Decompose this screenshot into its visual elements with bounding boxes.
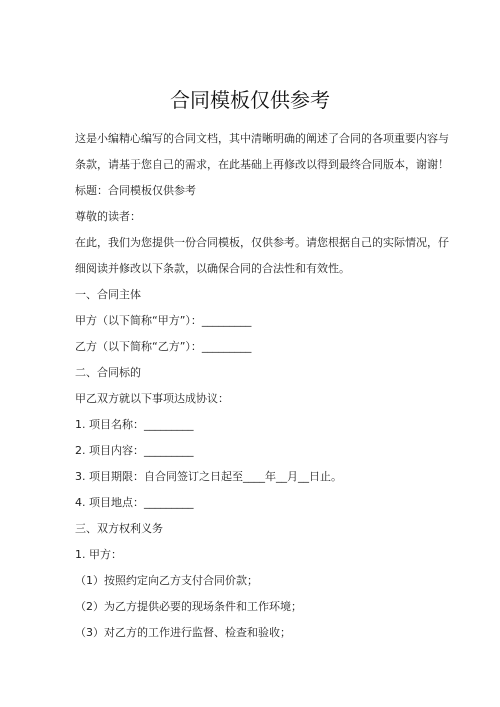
- project-content-line: 2. 项目内容：_________: [75, 444, 194, 457]
- duty-item-1: （1）按照约定向乙方支付合同价款；: [75, 574, 258, 587]
- duty-item-2: （2）为乙方提供必要的现场条件和工作环境；: [75, 600, 302, 613]
- preface-line-2: 细阅读并修改以下条款，以确保合同的合法性和有效性。: [75, 262, 350, 275]
- party-a-duties-heading: 1. 甲方：: [75, 548, 122, 561]
- section-heading-3: 三、双方权利义务: [75, 522, 163, 535]
- section-heading-1: 一、合同主体: [75, 288, 141, 301]
- party-b-line: 乙方（以下简称“乙方”）：_________: [75, 340, 252, 353]
- intro-line-2: 条款，请基于您自己的需求，在此基础上再修改以得到最终合同版本，谢谢！: [75, 158, 449, 171]
- agreement-line: 甲乙双方就以下事项达成协议：: [75, 392, 229, 405]
- preface-line-1: 在此，我们为您提供一份合同模板，仅供参考。请您根据自己的实际情况，仔: [75, 236, 449, 249]
- project-term-line: 3. 项目期限：自合同签订之日起至____年__月__日止。: [75, 470, 342, 483]
- project-name-line: 1. 项目名称：_________: [75, 418, 194, 431]
- subject-line: 标题：合同模板仅供参考: [75, 184, 196, 197]
- section-heading-2: 二、合同标的: [75, 366, 141, 379]
- salutation: 尊敬的读者：: [75, 210, 141, 223]
- project-location-line: 4. 项目地点：_________: [75, 496, 194, 509]
- intro-line-1: 这是小编精心编写的合同文档，其中清晰明确的阐述了合同的各项重要内容与: [75, 132, 449, 145]
- duty-item-3: （3）对乙方的工作进行监督、检查和验收；: [75, 626, 291, 639]
- party-a-line: 甲方（以下简称“甲方”）：_________: [75, 314, 252, 327]
- document-title: 合同模板仅供参考: [170, 88, 330, 112]
- document-body: [75, 126, 449, 646]
